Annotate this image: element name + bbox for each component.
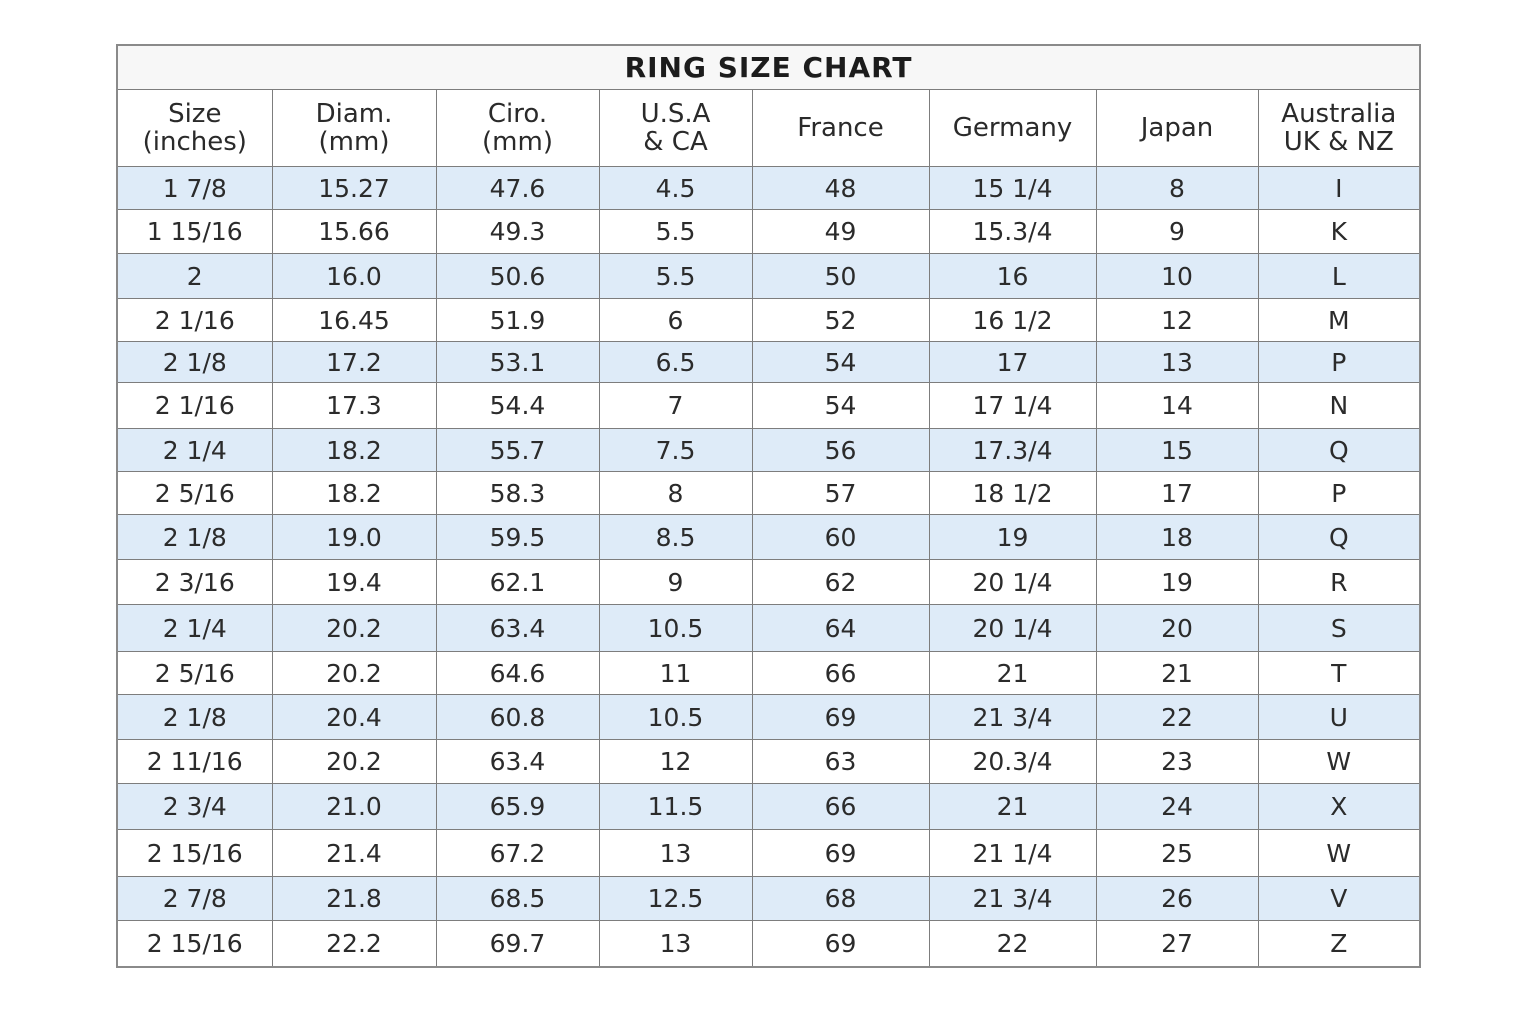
cell-australia-uk-nz: W: [1258, 740, 1420, 784]
cell-germany: 21: [929, 784, 1096, 830]
cell-japan: 14: [1096, 383, 1258, 429]
cell-circumference-mm: 54.4: [436, 383, 599, 429]
cell-germany: 15 1/4: [929, 167, 1096, 210]
cell-france: 69: [752, 695, 929, 740]
cell-circumference-mm: 63.4: [436, 605, 599, 652]
cell-germany: 21 3/4: [929, 877, 1096, 921]
cell-diameter-mm: 19.0: [272, 515, 436, 560]
cell-germany: 17 1/4: [929, 383, 1096, 429]
cell-circumference-mm: 65.9: [436, 784, 599, 830]
cell-japan: 21: [1096, 652, 1258, 695]
cell-japan: 10: [1096, 254, 1258, 299]
cell-france: 49: [752, 210, 929, 254]
cell-france: 60: [752, 515, 929, 560]
table-row: [117, 695, 1420, 740]
column-header-line: (inches): [142, 127, 247, 157]
cell-japan: 20: [1096, 605, 1258, 652]
cell-germany: 17.3/4: [929, 429, 1096, 472]
table-row: [117, 921, 1420, 967]
cell-france: 56: [752, 429, 929, 472]
cell-circumference-mm: 50.6: [436, 254, 599, 299]
cell-australia-uk-nz: U: [1258, 695, 1420, 740]
cell-size-inches: 2 1/16: [117, 299, 272, 342]
cell-germany: 20 1/4: [929, 605, 1096, 652]
column-header-diameter-mm: [272, 90, 436, 167]
cell-size-inches: 2 5/16: [117, 472, 272, 515]
cell-usa-ca: 11: [599, 652, 752, 695]
cell-diameter-mm: 15.66: [272, 210, 436, 254]
column-header-usa-ca: [599, 90, 752, 167]
cell-diameter-mm: 18.2: [272, 472, 436, 515]
cell-france: 57: [752, 472, 929, 515]
cell-france: 50: [752, 254, 929, 299]
column-header-line: Germany: [952, 113, 1073, 143]
cell-size-inches: 2 5/16: [117, 652, 272, 695]
cell-japan: 9: [1096, 210, 1258, 254]
cell-diameter-mm: 20.2: [272, 740, 436, 784]
cell-size-inches: 2 7/8: [117, 877, 272, 921]
cell-japan: 8: [1096, 167, 1258, 210]
cell-circumference-mm: 53.1: [436, 342, 599, 383]
cell-australia-uk-nz: L: [1258, 254, 1420, 299]
column-header-line: (mm): [318, 127, 390, 157]
cell-australia-uk-nz: Q: [1258, 429, 1420, 472]
cell-france: 66: [752, 652, 929, 695]
cell-usa-ca: 13: [599, 921, 752, 967]
table-row: [117, 515, 1420, 560]
cell-japan: 26: [1096, 877, 1258, 921]
cell-diameter-mm: 20.2: [272, 605, 436, 652]
cell-france: 54: [752, 342, 929, 383]
cell-australia-uk-nz: M: [1258, 299, 1420, 342]
cell-size-inches: 2 1/16: [117, 383, 272, 429]
cell-size-inches: 2 3/4: [117, 784, 272, 830]
cell-usa-ca: 9: [599, 560, 752, 605]
table-row: [117, 254, 1420, 299]
column-header-line: France: [797, 113, 884, 143]
cell-diameter-mm: 20.4: [272, 695, 436, 740]
cell-japan: 18: [1096, 515, 1258, 560]
cell-diameter-mm: 15.27: [272, 167, 436, 210]
cell-usa-ca: 8.5: [599, 515, 752, 560]
cell-usa-ca: 5.5: [599, 210, 752, 254]
cell-size-inches: 2 1/4: [117, 605, 272, 652]
cell-australia-uk-nz: P: [1258, 472, 1420, 515]
cell-germany: 18 1/2: [929, 472, 1096, 515]
table-row: [117, 605, 1420, 652]
cell-circumference-mm: 64.6: [436, 652, 599, 695]
cell-australia-uk-nz: N: [1258, 383, 1420, 429]
cell-germany: 20.3/4: [929, 740, 1096, 784]
column-header-size-inches: [117, 90, 272, 167]
cell-size-inches: 2 1/8: [117, 695, 272, 740]
cell-france: 52: [752, 299, 929, 342]
table-row: [117, 830, 1420, 877]
cell-france: 54: [752, 383, 929, 429]
cell-germany: 16 1/2: [929, 299, 1096, 342]
cell-circumference-mm: 68.5: [436, 877, 599, 921]
column-header-line: Ciro.: [487, 99, 548, 129]
cell-france: 64: [752, 605, 929, 652]
cell-usa-ca: 7.5: [599, 429, 752, 472]
cell-australia-uk-nz: Q: [1258, 515, 1420, 560]
cell-germany: 22: [929, 921, 1096, 967]
cell-japan: 12: [1096, 299, 1258, 342]
cell-usa-ca: 12: [599, 740, 752, 784]
cell-circumference-mm: 58.3: [436, 472, 599, 515]
cell-france: 66: [752, 784, 929, 830]
cell-australia-uk-nz: W: [1258, 830, 1420, 877]
cell-size-inches: 1 15/16: [117, 210, 272, 254]
cell-circumference-mm: 69.7: [436, 921, 599, 967]
cell-diameter-mm: 19.4: [272, 560, 436, 605]
column-header-line: & CA: [643, 127, 708, 157]
column-header-line: Size: [168, 99, 222, 129]
cell-germany: 21 1/4: [929, 830, 1096, 877]
cell-japan: 15: [1096, 429, 1258, 472]
cell-australia-uk-nz: S: [1258, 605, 1420, 652]
ring-size-table: [116, 44, 1421, 968]
cell-japan: 17: [1096, 472, 1258, 515]
column-header-line: Japan: [1140, 113, 1214, 143]
cell-diameter-mm: 21.4: [272, 830, 436, 877]
cell-usa-ca: 8: [599, 472, 752, 515]
cell-circumference-mm: 60.8: [436, 695, 599, 740]
cell-australia-uk-nz: R: [1258, 560, 1420, 605]
table-row: [117, 877, 1420, 921]
cell-size-inches: 1 7/8: [117, 167, 272, 210]
cell-france: 48: [752, 167, 929, 210]
cell-size-inches: 2 11/16: [117, 740, 272, 784]
cell-australia-uk-nz: I: [1258, 167, 1420, 210]
cell-usa-ca: 6: [599, 299, 752, 342]
cell-circumference-mm: 63.4: [436, 740, 599, 784]
cell-france: 62: [752, 560, 929, 605]
cell-usa-ca: 13: [599, 830, 752, 877]
cell-australia-uk-nz: X: [1258, 784, 1420, 830]
cell-diameter-mm: 22.2: [272, 921, 436, 967]
cell-france: 63: [752, 740, 929, 784]
cell-australia-uk-nz: K: [1258, 210, 1420, 254]
cell-usa-ca: 11.5: [599, 784, 752, 830]
column-header-france: [752, 90, 929, 167]
column-header-line: (mm): [482, 127, 553, 157]
column-header-circumference-mm: [436, 90, 599, 167]
cell-diameter-mm: 18.2: [272, 429, 436, 472]
cell-diameter-mm: 17.3: [272, 383, 436, 429]
cell-diameter-mm: 21.8: [272, 877, 436, 921]
column-header-line: Diam.: [315, 99, 393, 129]
cell-australia-uk-nz: V: [1258, 877, 1420, 921]
cell-usa-ca: 5.5: [599, 254, 752, 299]
cell-usa-ca: 10.5: [599, 695, 752, 740]
cell-germany: 21: [929, 652, 1096, 695]
cell-size-inches: 2 1/4: [117, 429, 272, 472]
table-row: [117, 383, 1420, 429]
column-header-line: UK & NZ: [1283, 127, 1394, 157]
cell-usa-ca: 12.5: [599, 877, 752, 921]
table-row: [117, 560, 1420, 605]
cell-australia-uk-nz: Z: [1258, 921, 1420, 967]
table-body: [117, 167, 1420, 967]
cell-diameter-mm: 17.2: [272, 342, 436, 383]
cell-japan: 24: [1096, 784, 1258, 830]
cell-germany: 19: [929, 515, 1096, 560]
cell-size-inches: 2 1/8: [117, 515, 272, 560]
table-row: [117, 472, 1420, 515]
cell-germany: 21 3/4: [929, 695, 1096, 740]
cell-australia-uk-nz: P: [1258, 342, 1420, 383]
cell-circumference-mm: 55.7: [436, 429, 599, 472]
table-row: [117, 784, 1420, 830]
column-header-line: U.S.A: [640, 99, 711, 129]
cell-germany: 17: [929, 342, 1096, 383]
cell-diameter-mm: 16.0: [272, 254, 436, 299]
cell-germany: 15.3/4: [929, 210, 1096, 254]
table-row: [117, 299, 1420, 342]
table-row: [117, 740, 1420, 784]
cell-japan: 22: [1096, 695, 1258, 740]
cell-france: 69: [752, 830, 929, 877]
table-row: [117, 652, 1420, 695]
table-row: [117, 429, 1420, 472]
cell-circumference-mm: 67.2: [436, 830, 599, 877]
table-row: [117, 210, 1420, 254]
table-row: [117, 342, 1420, 383]
cell-diameter-mm: 21.0: [272, 784, 436, 830]
chart-title: RING SIZE CHART: [117, 45, 1420, 90]
cell-circumference-mm: 51.9: [436, 299, 599, 342]
cell-diameter-mm: 20.2: [272, 652, 436, 695]
column-header-row: [117, 90, 1420, 167]
cell-germany: 20 1/4: [929, 560, 1096, 605]
cell-circumference-mm: 49.3: [436, 210, 599, 254]
cell-japan: 19: [1096, 560, 1258, 605]
column-header-line: Australia: [1281, 99, 1397, 129]
ring-size-chart: [116, 44, 1419, 968]
cell-japan: 25: [1096, 830, 1258, 877]
cell-australia-uk-nz: T: [1258, 652, 1420, 695]
table-row: [117, 167, 1420, 210]
column-header-australia-uk-nz: [1258, 90, 1420, 167]
cell-circumference-mm: 62.1: [436, 560, 599, 605]
column-header-japan: [1096, 90, 1258, 167]
cell-circumference-mm: 47.6: [436, 167, 599, 210]
cell-usa-ca: 7: [599, 383, 752, 429]
cell-france: 69: [752, 921, 929, 967]
cell-france: 68: [752, 877, 929, 921]
cell-diameter-mm: 16.45: [272, 299, 436, 342]
column-header-germany: [929, 90, 1096, 167]
cell-size-inches: 2 3/16: [117, 560, 272, 605]
cell-size-inches: 2 15/16: [117, 921, 272, 967]
cell-japan: 27: [1096, 921, 1258, 967]
cell-germany: 16: [929, 254, 1096, 299]
cell-usa-ca: 10.5: [599, 605, 752, 652]
cell-size-inches: 2 15/16: [117, 830, 272, 877]
cell-japan: 23: [1096, 740, 1258, 784]
cell-size-inches: 2 1/8: [117, 342, 272, 383]
cell-circumference-mm: 59.5: [436, 515, 599, 560]
cell-usa-ca: 6.5: [599, 342, 752, 383]
cell-usa-ca: 4.5: [599, 167, 752, 210]
cell-size-inches: 2: [117, 254, 272, 299]
cell-japan: 13: [1096, 342, 1258, 383]
